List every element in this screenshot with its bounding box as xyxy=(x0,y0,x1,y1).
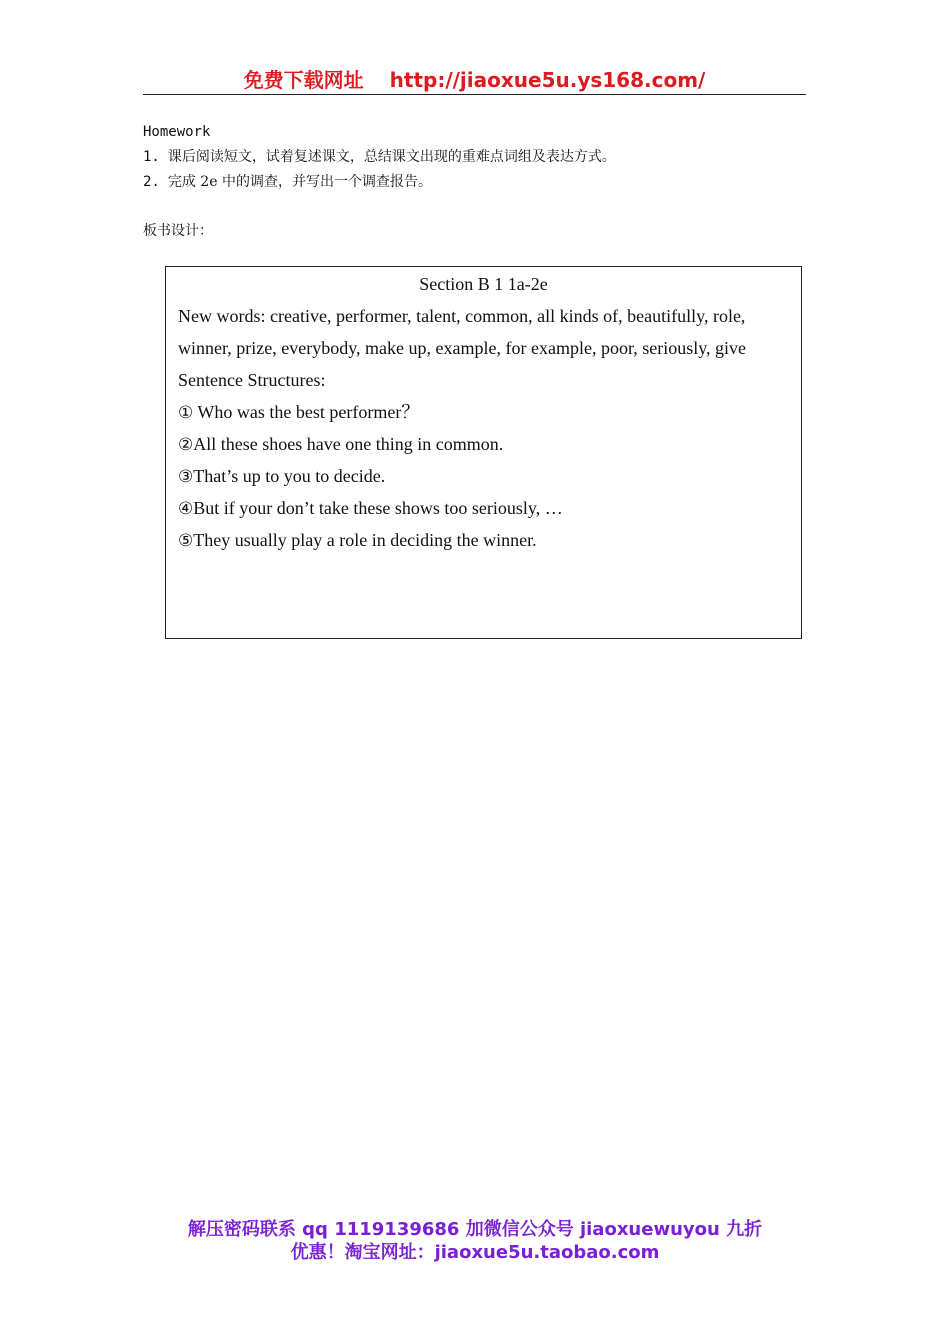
board-design-box xyxy=(165,266,802,639)
sentence-item-1 xyxy=(178,400,419,425)
sentence-text: All these shoes have one thing in common. xyxy=(193,434,504,454)
homework-item-2 xyxy=(143,172,432,192)
homework-item-number: 1. xyxy=(143,149,160,165)
homework-item-1 xyxy=(143,147,616,167)
footer-contact-line: 解压密码联系 qq 1119139686 加微信公众号 jiaoxuewuyou 九折 xyxy=(187,1219,763,1240)
header-url-link[interactable]: http://jiaoxue5u.ys168.com/ xyxy=(389,68,706,92)
sentence-text: They usually play a role in deciding the winner. xyxy=(193,530,537,550)
sentence-marker: ② xyxy=(178,435,194,455)
board-design-label: 板书设计： xyxy=(143,223,213,239)
sentence-marker: ④ xyxy=(178,499,194,519)
board-title: Section B 1 1a-2e xyxy=(419,274,548,294)
new-words-line-2: winner, prize, everybody, make up, example, for example, poor, seriously, give xyxy=(178,338,747,358)
sentence-item-5 xyxy=(178,528,537,553)
sentence-structures-label: Sentence Structures: xyxy=(178,370,326,390)
footer-taobao-line: 优惠！淘宝网址：jiaoxue5u.taobao.com xyxy=(290,1242,660,1263)
new-words-line-1: New words: creative, performer, talent, common, all kinds of, beautifully, role, xyxy=(178,306,746,326)
sentence-item-2 xyxy=(178,432,503,457)
download-header xyxy=(143,66,806,94)
homework-item-text: 完成 2e 中的调查，并写出一个调查报告。 xyxy=(167,174,432,190)
header-divider xyxy=(143,94,806,95)
sentence-marker: ③ xyxy=(178,467,194,487)
homework-item-number: 2. xyxy=(143,174,160,190)
homework-title: Homework xyxy=(143,124,211,140)
sentence-marker: ① xyxy=(178,403,194,423)
sentence-marker: ⑤ xyxy=(178,531,194,551)
homework-item-text: 课后阅读短文，试着复述课文，总结课文出现的重难点词组及表达方式。 xyxy=(167,149,616,165)
header-label: 免费下载网址 xyxy=(243,68,364,92)
sentence-text: But if your don’t take these shows too seriously, … xyxy=(193,498,563,518)
sentence-text: Who was the best performer？ xyxy=(193,402,420,422)
sentence-item-3 xyxy=(178,464,385,489)
sentence-item-4 xyxy=(178,496,563,521)
sentence-text: That’s up to you to decide. xyxy=(193,466,386,486)
